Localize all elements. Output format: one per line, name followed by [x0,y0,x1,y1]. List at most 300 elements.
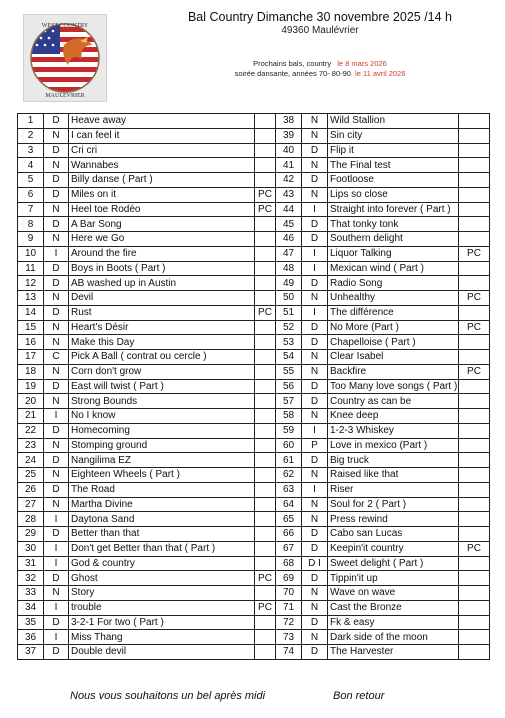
dance-pc-flag [255,173,276,188]
dance-number: 34 [18,600,44,615]
dance-pc-flag [255,453,276,468]
dance-title: Heart's Désir [69,320,255,335]
dance-pc-flag [255,379,276,394]
dance-number: 9 [18,232,44,247]
table-row [18,571,490,586]
dance-level: D [302,276,328,291]
dance-level: I [44,630,69,645]
dance-title: Better than that [69,527,255,542]
dance-level: N [302,291,328,306]
dance-title: I can feel it [69,128,255,143]
footer-goodbye: Bon retour [333,690,385,702]
dance-pc-flag [459,158,490,173]
dance-number: 57 [276,394,302,409]
dance-title: Cabo san Lucas [328,527,459,542]
dance-number: 7 [18,202,44,217]
dance-title: Stomping ground [69,438,255,453]
table-row [18,128,490,143]
dance-pc-flag [255,645,276,660]
dance-level: N [44,586,69,601]
dance-pc-flag [459,586,490,601]
dance-number: 74 [276,645,302,660]
table-row [18,482,490,497]
table-row [18,143,490,158]
dance-number: 52 [276,320,302,335]
dance-pc-flag [255,143,276,158]
dance-number: 43 [276,187,302,202]
dance-title: Don't get Better than that ( Part ) [69,541,255,556]
table-row [18,645,490,660]
dance-pc-flag [255,364,276,379]
dance-level: D [44,482,69,497]
table-row [18,232,490,247]
table-row [18,615,490,630]
dance-pc-flag [459,232,490,247]
dance-pc-flag [255,541,276,556]
dance-title: Cast the Bronze [328,600,459,615]
dance-level: N [44,364,69,379]
dance-title: Knee deep [328,409,459,424]
dance-title: Boys in Boots ( Part ) [69,261,255,276]
flag-eagle-logo-icon [24,15,106,101]
dance-pc-flag [459,556,490,571]
dance-level: D [44,217,69,232]
dance-number: 31 [18,556,44,571]
dance-pc-flag [255,512,276,527]
dance-level: N [302,497,328,512]
dance-number: 50 [276,291,302,306]
table-row [18,335,490,350]
dance-number: 36 [18,630,44,645]
dance-level: N [302,128,328,143]
table-row [18,305,490,320]
dance-level: D [44,173,69,188]
table-row [18,394,490,409]
dance-number: 45 [276,217,302,232]
dance-pc-flag [459,143,490,158]
table-row [18,291,490,306]
dance-title: Corn don't grow [69,364,255,379]
footer-wish: Nous vous souhaitons un bel après midi [70,690,266,702]
table-row [18,409,490,424]
table-row [18,497,490,512]
dance-title: Sweet delight ( Part ) [328,556,459,571]
dance-title: The Harvester [328,645,459,660]
dance-title: Too Many love songs ( Part ) [328,379,459,394]
dance-level: D [302,541,328,556]
dance-number: 62 [276,468,302,483]
dance-title: Rust [69,305,255,320]
dance-level: I [44,541,69,556]
dance-level: N [302,158,328,173]
dance-number: 29 [18,527,44,542]
dance-title: Big truck [328,453,459,468]
dance-pc-flag [255,468,276,483]
dance-level: I [44,246,69,261]
dance-level: N [44,202,69,217]
dance-number: 48 [276,261,302,276]
dance-number: 35 [18,615,44,630]
dance-pc-flag [459,276,490,291]
dance-pc-flag [459,128,490,143]
dance-number: 30 [18,541,44,556]
dance-level: D [44,114,69,129]
dance-number: 71 [276,600,302,615]
dance-title: Press rewind [328,512,459,527]
dance-pc-flag [459,571,490,586]
dance-number: 58 [276,409,302,424]
dance-number: 19 [18,379,44,394]
dance-level: N [302,187,328,202]
dance-title: Pick A Ball ( contrat ou cercle ) [69,350,255,365]
dance-pc-flag [255,615,276,630]
table-row [18,261,490,276]
dance-title: Miss Thang [69,630,255,645]
dance-number: 3 [18,143,44,158]
dance-pc-flag [459,497,490,512]
dance-pc-flag [255,320,276,335]
dance-level: I [44,600,69,615]
dance-title: Footloose [328,173,459,188]
table-row [18,202,490,217]
dance-level: D [302,217,328,232]
dance-pc-flag [459,350,490,365]
dance-title: Chapelloise ( Part ) [328,335,459,350]
svg-text:MAULEVRIER: MAULEVRIER [45,93,85,99]
dance-level: D [302,143,328,158]
dance-pc-flag: PC [459,320,490,335]
table-row [18,527,490,542]
dance-number: 1 [18,114,44,129]
dance-level: D [44,187,69,202]
dance-title: The différence [328,305,459,320]
dance-number: 60 [276,438,302,453]
dance-level: I [302,246,328,261]
dance-level: I [44,512,69,527]
table-row [18,423,490,438]
dance-level: D [44,645,69,660]
dance-number: 63 [276,482,302,497]
dance-title: Southern delight [328,232,459,247]
dance-level: I [44,556,69,571]
dance-level: D [44,261,69,276]
dance-level: D [44,423,69,438]
dance-level: N [44,320,69,335]
dance-title: Wild Stallion [328,114,459,129]
dance-title: Martha Divine [69,497,255,512]
dance-level: N [302,350,328,365]
dance-title: Riser [328,482,459,497]
dance-pc-flag [459,482,490,497]
dance-pc-flag [459,114,490,129]
dance-level: N [44,394,69,409]
dance-number: 55 [276,364,302,379]
dance-title: The Road [69,482,255,497]
dance-pc-flag: PC [255,187,276,202]
dance-pc-flag: PC [459,246,490,261]
dance-title: 1-2-3 Whiskey [328,423,459,438]
dance-level: D [302,571,328,586]
dance-level: D [302,320,328,335]
dance-title: Straight into forever ( Part ) [328,202,459,217]
dance-title: Nangilima EZ [69,453,255,468]
dance-title: Cri cri [69,143,255,158]
dance-pc-flag [459,335,490,350]
dance-level: D [44,453,69,468]
dance-number: 54 [276,350,302,365]
dance-number: 37 [18,645,44,660]
dance-pc-flag [255,335,276,350]
dance-level: N [44,291,69,306]
dance-number: 26 [18,482,44,497]
dance-number: 46 [276,232,302,247]
dance-number: 10 [18,246,44,261]
dance-number: 33 [18,586,44,601]
table-row [18,630,490,645]
table-row [18,600,490,615]
dance-title: Fk & easy [328,615,459,630]
dance-pc-flag [459,630,490,645]
dance-title: That tonky tonk [328,217,459,232]
dance-pc-flag [255,527,276,542]
dance-title: Heave away [69,114,255,129]
dance-level: D [44,143,69,158]
dance-title: Liquor Talking [328,246,459,261]
dance-level: N [44,335,69,350]
dance-pc-flag [255,586,276,601]
dance-title: Strong Bounds [69,394,255,409]
dance-pc-flag: PC [255,571,276,586]
table-row [18,586,490,601]
dance-level: N [44,438,69,453]
dance-level: I [302,261,328,276]
dance-pc-flag [255,423,276,438]
dance-level: N [302,630,328,645]
table-row [18,453,490,468]
dance-title: Tippin'it up [328,571,459,586]
dance-title: Daytona Sand [69,512,255,527]
dance-pc-flag [255,276,276,291]
dance-title: Miles on it [69,187,255,202]
dance-title: Double devil [69,645,255,660]
dance-level: N [302,468,328,483]
dance-title: East will twist ( Part ) [69,379,255,394]
table-row [18,158,490,173]
dance-title: Clear Isabel [328,350,459,365]
dance-title: Mexican wind ( Part ) [328,261,459,276]
dance-number: 24 [18,453,44,468]
dance-number: 32 [18,571,44,586]
dance-level: D [302,615,328,630]
table-row [18,246,490,261]
dance-level: D [302,394,328,409]
dance-number: 69 [276,571,302,586]
dance-number: 65 [276,512,302,527]
dance-pc-flag: PC [459,291,490,306]
dance-pc-flag [459,453,490,468]
page-location: 49360 Maulévrier [281,25,359,36]
dance-number: 61 [276,453,302,468]
dance-number: 72 [276,615,302,630]
svg-text:WEST COUNTRY: WEST COUNTRY [41,23,89,29]
dance-title: Eighteen Wheels ( Part ) [69,468,255,483]
dance-pc-flag [459,261,490,276]
dance-title: Backfire [328,364,459,379]
dance-title: Wave on wave [328,586,459,601]
dance-number: 59 [276,423,302,438]
dance-pc-flag [255,556,276,571]
dance-pc-flag: PC [255,202,276,217]
dance-title: No I know [69,409,255,424]
table-row [18,556,490,571]
dance-number: 15 [18,320,44,335]
dance-level: N [44,497,69,512]
dance-level: D [44,276,69,291]
dance-pc-flag [459,527,490,542]
dance-number: 13 [18,291,44,306]
table-row [18,512,490,527]
event-label: soirée dansante, années 70- 80-90 [234,69,351,78]
dance-number: 73 [276,630,302,645]
dance-number: 66 [276,527,302,542]
dance-title: 3-2-1 For two ( Part ) [69,615,255,630]
dance-level: D [302,527,328,542]
dance-number: 20 [18,394,44,409]
dance-title: Devil [69,291,255,306]
club-logo [23,14,107,102]
dance-level: D I [302,556,328,571]
dance-number: 6 [18,187,44,202]
dance-level: N [302,114,328,129]
dance-number: 25 [18,468,44,483]
dance-pc-flag [459,202,490,217]
page-title: Bal Country Dimanche 30 novembre 2025 /14 h [187,10,453,24]
table-row [18,379,490,394]
dance-level: N [302,512,328,527]
dance-number: 4 [18,158,44,173]
dance-level: D [302,232,328,247]
dance-level: I [302,202,328,217]
dance-pc-flag [255,350,276,365]
dance-number: 64 [276,497,302,512]
dance-number: 40 [276,143,302,158]
dance-number: 12 [18,276,44,291]
dance-number: 44 [276,202,302,217]
dance-title: The Final test [328,158,459,173]
event-date: le 11 avril 2026 [355,69,406,78]
dance-number: 22 [18,423,44,438]
dance-title: No More (Part ) [328,320,459,335]
dance-level: N [302,364,328,379]
dance-title: Ghost [69,571,255,586]
dance-number: 70 [276,586,302,601]
dance-level: P [302,438,328,453]
dance-title: Flip it [328,143,459,158]
dance-level: D [44,527,69,542]
table-row [18,364,490,379]
dance-level: C [44,350,69,365]
dance-pc-flag [255,246,276,261]
dance-number: 17 [18,350,44,365]
dance-level: D [302,335,328,350]
table-row [18,468,490,483]
dance-pc-flag: PC [255,600,276,615]
dance-title: trouble [69,600,255,615]
dance-level: D [44,615,69,630]
dance-number: 27 [18,497,44,512]
dance-title: God & country [69,556,255,571]
table-row [18,173,490,188]
dance-pc-flag: PC [459,541,490,556]
dance-level: N [302,586,328,601]
dance-number: 21 [18,409,44,424]
dance-pc-flag [255,217,276,232]
dance-title: Story [69,586,255,601]
dance-number: 38 [276,114,302,129]
dance-pc-flag [255,630,276,645]
dance-title: A Bar Song [69,217,255,232]
dance-pc-flag [459,379,490,394]
dance-pc-flag [459,438,490,453]
dance-title: Unhealthy [328,291,459,306]
dance-title: Lips so close [328,187,459,202]
dance-pc-flag [255,394,276,409]
dance-title: Sin city [328,128,459,143]
dance-pc-flag [255,261,276,276]
dance-pc-flag [459,305,490,320]
dance-pc-flag: PC [459,364,490,379]
next-events-line-1 [200,59,440,68]
table-row [18,541,490,556]
dance-level: N [44,232,69,247]
dance-title: Keepin'it country [328,541,459,556]
dance-level: D [44,305,69,320]
dance-pc-flag [255,114,276,129]
dance-level: D [302,173,328,188]
table-row [18,114,490,129]
dance-level: I [44,409,69,424]
dance-number: 39 [276,128,302,143]
dance-number: 53 [276,335,302,350]
dance-pc-flag [459,468,490,483]
table-row [18,438,490,453]
dance-level: D [302,379,328,394]
table-row [18,350,490,365]
dance-number: 68 [276,556,302,571]
dance-number: 2 [18,128,44,143]
dance-level: D [302,645,328,660]
dance-list-body [18,114,490,660]
table-row [18,187,490,202]
dance-level: I [302,305,328,320]
dance-pc-flag [255,128,276,143]
dance-title: Country as can be [328,394,459,409]
dance-number: 42 [276,173,302,188]
dance-level: N [302,409,328,424]
dance-pc-flag [255,482,276,497]
dance-number: 23 [18,438,44,453]
dance-pc-flag [459,600,490,615]
dance-number: 16 [18,335,44,350]
dance-title: Heel toe Rodéo [69,202,255,217]
dance-number: 11 [18,261,44,276]
dance-number: 67 [276,541,302,556]
table-row [18,276,490,291]
dance-pc-flag [459,615,490,630]
dance-number: 51 [276,305,302,320]
dance-list-table [17,113,490,660]
dance-pc-flag [459,187,490,202]
